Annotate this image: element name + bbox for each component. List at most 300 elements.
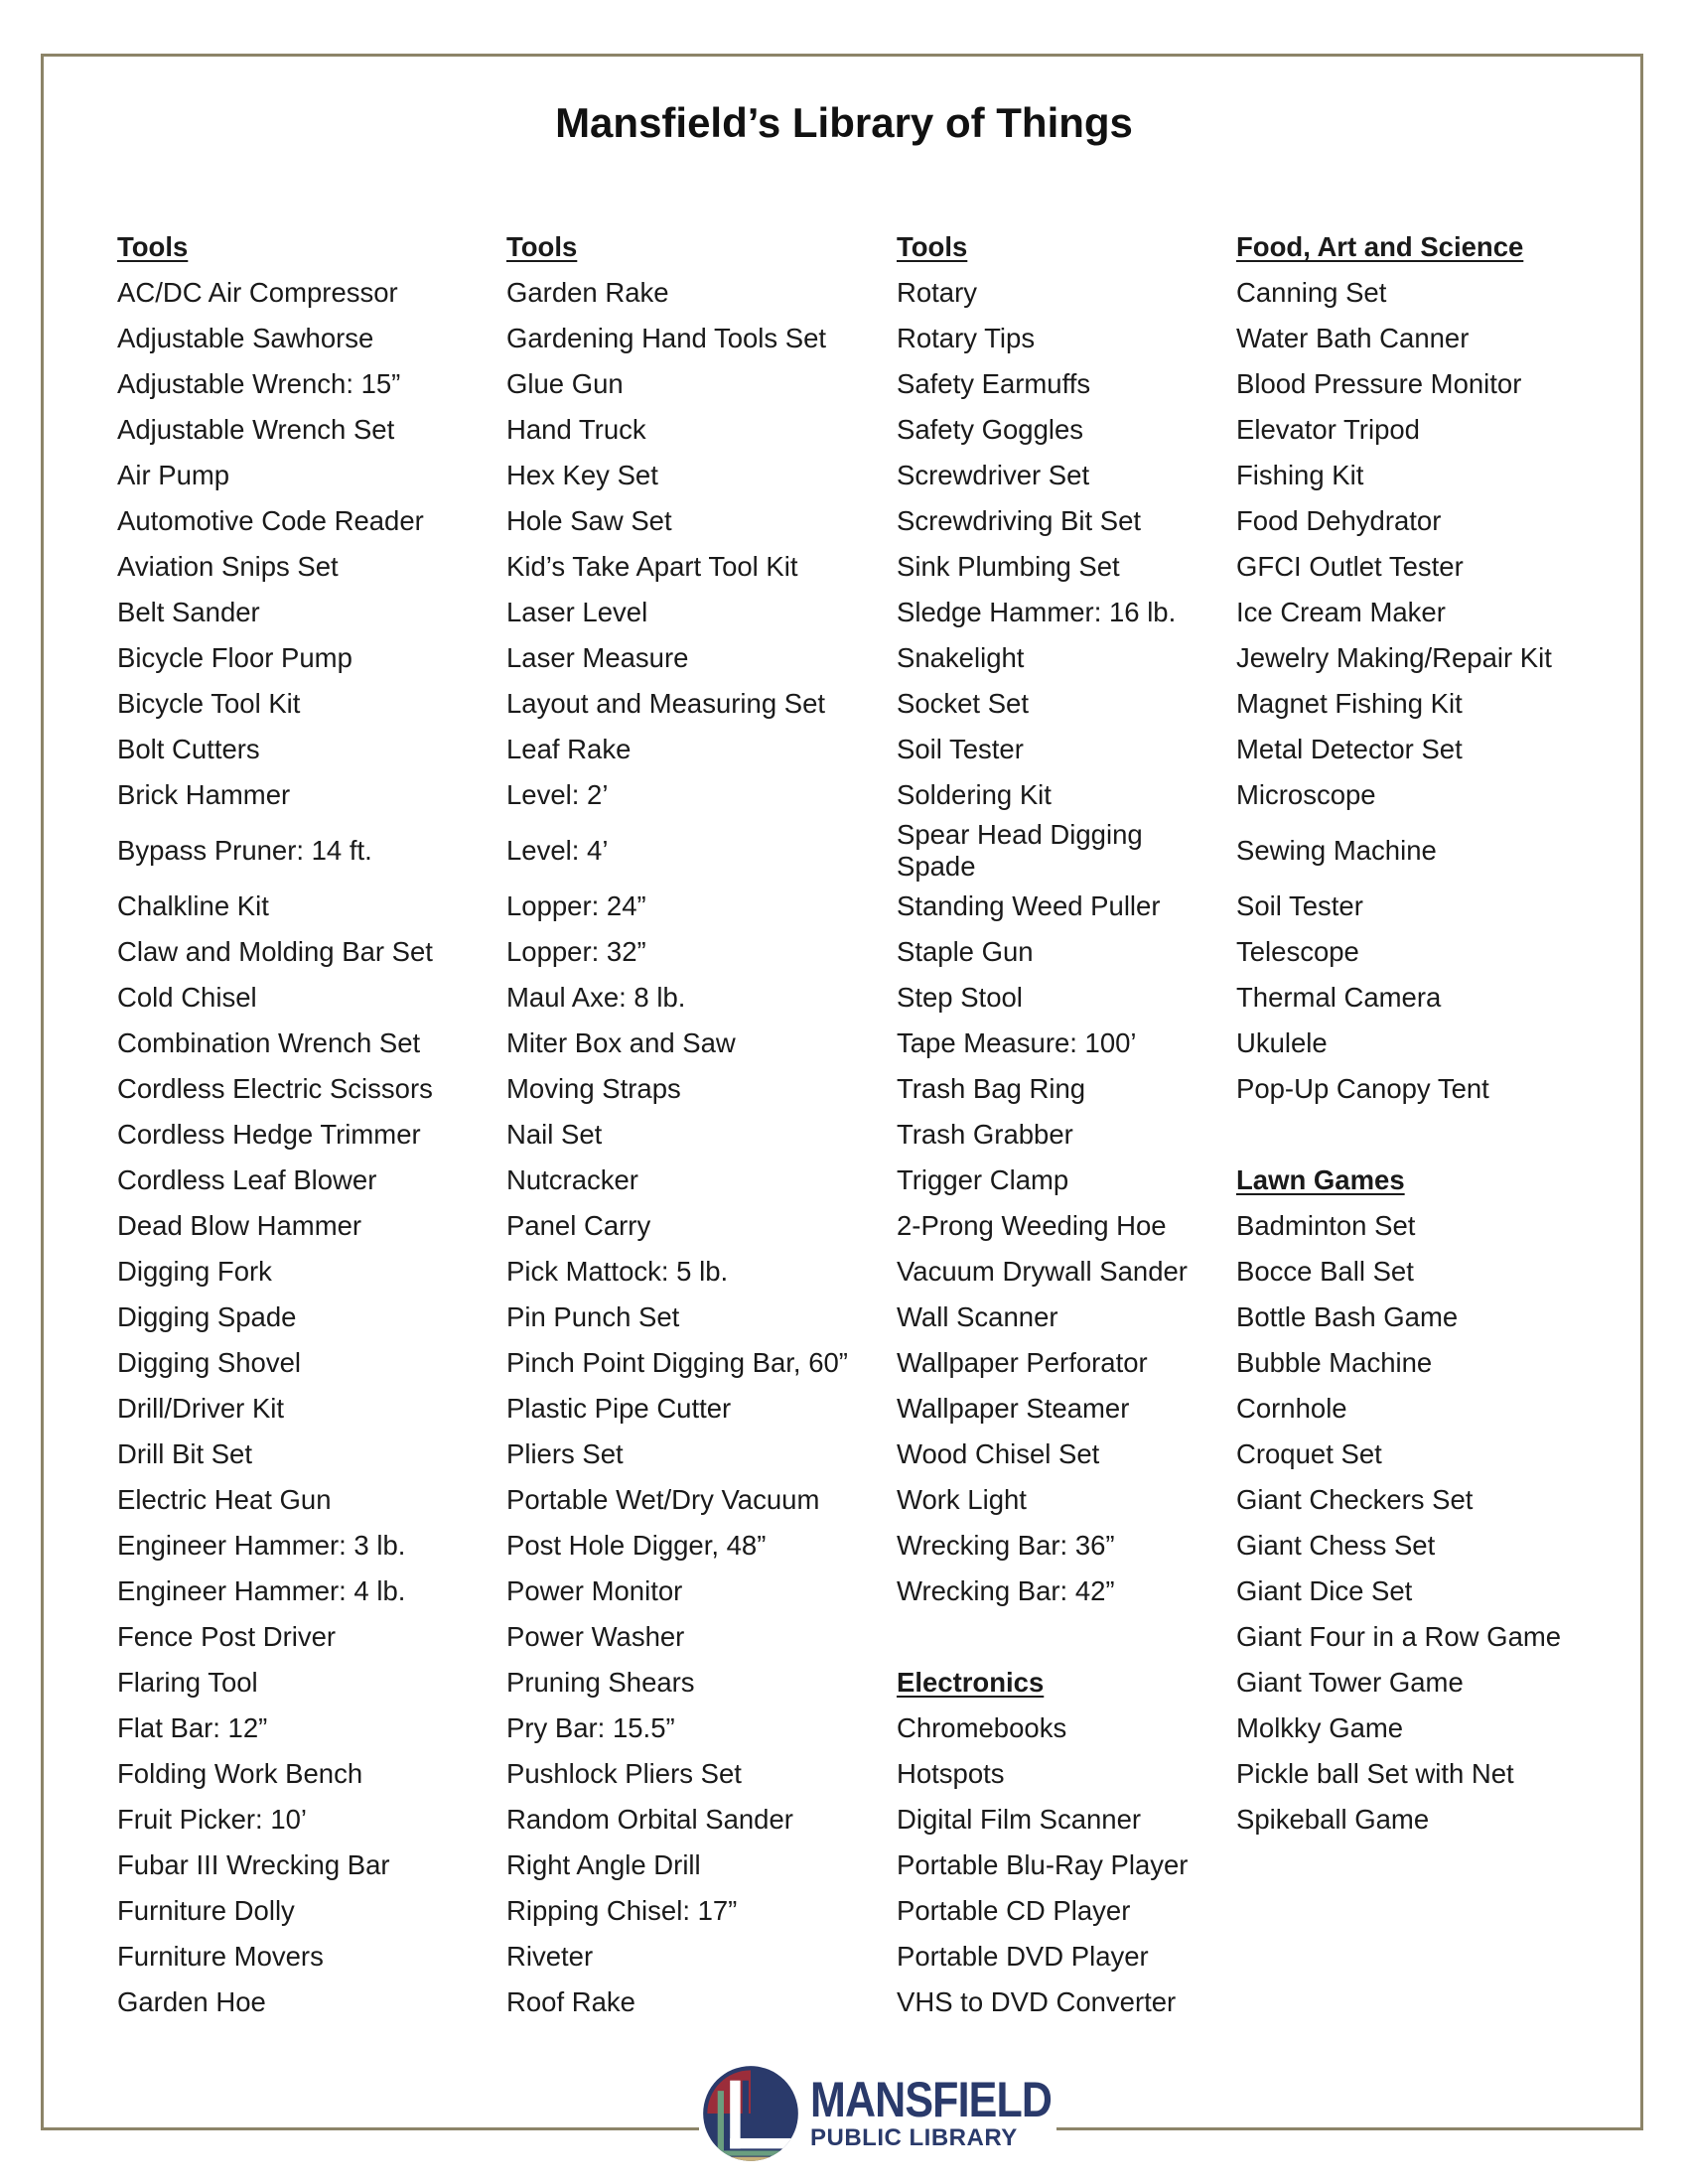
list-item (897, 316, 1204, 361)
list-item-label: Roof Rake (506, 1986, 635, 2017)
list-item-label: Pushlock Pliers Set (506, 1758, 742, 1789)
list-item-label: Bubble Machine (1236, 1347, 1433, 1378)
list-item-label: Riveter (506, 1941, 594, 1972)
section-heading: Electronics (897, 1667, 1045, 1698)
list-item (506, 1888, 848, 1934)
list-item (117, 1158, 433, 1203)
list-item (897, 1751, 1204, 1797)
list-item-label: Pop-Up Canopy Tent (1236, 1073, 1489, 1104)
list-item (1236, 498, 1561, 544)
list-item-label: Digging Spade (117, 1301, 297, 1332)
list-item (117, 1706, 433, 1751)
list-item-label: Giant Dice Set (1236, 1575, 1413, 1606)
list-item-label: Bicycle Tool Kit (117, 688, 301, 719)
list-item (506, 453, 848, 498)
list-item (897, 1979, 1204, 2025)
list-item-label: Laser Measure (506, 642, 689, 673)
list-item (1236, 1249, 1561, 1295)
list-item (506, 975, 848, 1021)
list-item (506, 1066, 848, 1112)
list-item (506, 498, 848, 544)
list-item (506, 1660, 848, 1706)
list-item (506, 727, 848, 772)
list-item (897, 1021, 1204, 1066)
list-item (117, 1979, 433, 2025)
list-item (1236, 1614, 1561, 1660)
list-item (506, 818, 848, 884)
list-item-label: Cordless Hedge Trimmer (117, 1119, 421, 1150)
list-item (117, 407, 433, 453)
page-title: Mansfield’s Library of Things (555, 99, 1133, 146)
list-item (1236, 1523, 1561, 1569)
list-item (506, 544, 848, 590)
list-item-label: Pliers Set (506, 1438, 624, 1469)
list-item (1236, 1340, 1561, 1386)
list-item-label: Blood Pressure Monitor (1236, 368, 1522, 399)
list-item (1236, 1751, 1561, 1797)
list-item-label: Power Monitor (506, 1575, 683, 1606)
list-item (117, 1477, 433, 1523)
list-item (1236, 929, 1561, 975)
list-item-label: Cold Chisel (117, 982, 257, 1013)
list-item (506, 1751, 848, 1797)
list-item (897, 1888, 1204, 1934)
list-item-label: Right Angle Drill (506, 1849, 701, 1880)
list-item (506, 1979, 848, 2025)
list-item (897, 1203, 1204, 1249)
list-item (117, 1888, 433, 1934)
list-item (1236, 727, 1561, 772)
list-item-label: Bicycle Floor Pump (117, 642, 352, 673)
list-item (506, 635, 848, 681)
list-item-label: Giant Checkers Set (1236, 1484, 1474, 1515)
list-item (1236, 818, 1561, 884)
list-item (117, 1340, 433, 1386)
list-item (117, 1751, 433, 1797)
list-item (897, 1477, 1204, 1523)
list-item-label: Pick Mattock: 5 lb. (506, 1256, 729, 1287)
list-item (117, 727, 433, 772)
list-item-label: VHS to DVD Converter (897, 1986, 1177, 2017)
list-item-label: Screwdriver Set (897, 460, 1090, 490)
list-item-label: Portable Blu-Ray Player (897, 1849, 1189, 1880)
list-item-label: Ice Cream Maker (1236, 597, 1446, 627)
list-item-label: Spear Head Digging Spade (897, 819, 1143, 882)
list-item (1236, 1797, 1561, 1843)
list-item (117, 1112, 433, 1158)
list-item (117, 544, 433, 590)
list-item-label: Bocce Ball Set (1236, 1256, 1414, 1287)
list-item (117, 681, 433, 727)
list-item (897, 361, 1204, 407)
library-logo-icon (699, 2062, 802, 2165)
list-item-label: Metal Detector Set (1236, 734, 1463, 764)
list-item-label: Glue Gun (506, 368, 624, 399)
list-item-label: Air Pump (117, 460, 230, 490)
list-item (897, 929, 1204, 975)
list-item (506, 1340, 848, 1386)
list-item (117, 818, 433, 884)
list-item-label: Vacuum Drywall Sander (897, 1256, 1188, 1287)
list-item (1236, 1203, 1561, 1249)
list-item-label: Staple Gun (897, 936, 1034, 967)
list-item-label: Bypass Pruner: 14 ft. (117, 835, 372, 866)
list-item-label: Trigger Clamp (897, 1164, 1069, 1195)
list-item (897, 544, 1204, 590)
list-item-label: Folding Work Bench (117, 1758, 363, 1789)
list-item-label: Moving Straps (506, 1073, 681, 1104)
list-item (117, 884, 433, 929)
list-item (897, 1432, 1204, 1477)
list-item-label: Trash Grabber (897, 1119, 1073, 1150)
list-item-label: Layout and Measuring Set (506, 688, 826, 719)
item-list (1236, 270, 1561, 1112)
list-item-label: Jewelry Making/Repair Kit (1236, 642, 1552, 673)
list-item-label: AC/DC Air Compressor (117, 277, 398, 308)
list-item (117, 772, 433, 818)
list-item-label: Wallpaper Steamer (897, 1393, 1130, 1424)
list-item (897, 1249, 1204, 1295)
list-item (117, 361, 433, 407)
list-item (117, 590, 433, 635)
section-heading: Lawn Games (1236, 1164, 1405, 1195)
list-item-label: Sledge Hammer: 16 lb. (897, 597, 1177, 627)
list-item (897, 1934, 1204, 1979)
list-item (506, 1934, 848, 1979)
list-item (897, 727, 1204, 772)
list-item (897, 635, 1204, 681)
list-item-label: Thermal Camera (1236, 982, 1442, 1013)
list-item (1236, 975, 1561, 1021)
list-item (1236, 544, 1561, 590)
list-item (506, 772, 848, 818)
list-item (1236, 772, 1561, 818)
list-item-label: Panel Carry (506, 1210, 651, 1241)
list-item (1236, 590, 1561, 635)
list-item-label: Spikeball Game (1236, 1804, 1430, 1835)
list-item-label: Digging Fork (117, 1256, 272, 1287)
list-item-label: Wood Chisel Set (897, 1438, 1100, 1469)
item-list (506, 270, 848, 2025)
list-item-label: Digital Film Scanner (897, 1804, 1142, 1835)
list-item-label: Leaf Rake (506, 734, 632, 764)
list-item (117, 1021, 433, 1066)
list-item (506, 1523, 848, 1569)
list-item (897, 590, 1204, 635)
list-item (117, 1569, 433, 1614)
list-item (1236, 1660, 1561, 1706)
list-item (117, 453, 433, 498)
list-item-label: Work Light (897, 1484, 1027, 1515)
list-item-label: Cordless Electric Scissors (117, 1073, 433, 1104)
list-item (117, 1843, 433, 1888)
logo-subtitle: PUBLIC LIBRARY (810, 2124, 1018, 2151)
list-item (117, 1523, 433, 1569)
list-item-label: Soil Tester (1236, 890, 1363, 921)
list-item (1236, 1295, 1561, 1340)
section-heading: Tools (897, 231, 968, 262)
list-item (506, 1477, 848, 1523)
list-item-label: Pry Bar: 15.5” (506, 1712, 675, 1743)
list-item (506, 1249, 848, 1295)
list-item (117, 1066, 433, 1112)
list-item-label: Wall Scanner (897, 1301, 1058, 1332)
list-item-label: Wrecking Bar: 36” (897, 1530, 1115, 1561)
list-item-label: Trash Bag Ring (897, 1073, 1086, 1104)
list-item (506, 884, 848, 929)
list-item (117, 1797, 433, 1843)
list-item (897, 681, 1204, 727)
list-item (1236, 1477, 1561, 1523)
list-item (506, 1797, 848, 1843)
list-item-label: Laser Level (506, 597, 648, 627)
list-item (117, 1295, 433, 1340)
list-item-label: Cornhole (1236, 1393, 1347, 1424)
list-item (897, 884, 1204, 929)
list-item (506, 590, 848, 635)
list-item-label: Water Bath Canner (1236, 323, 1470, 353)
list-item (117, 1614, 433, 1660)
list-item-label: Pickle ball Set with Net (1236, 1758, 1514, 1789)
list-item (506, 929, 848, 975)
list-item (1236, 1569, 1561, 1614)
list-item-label: Adjustable Sawhorse (117, 323, 374, 353)
list-item (117, 1386, 433, 1432)
list-item-label: Maul Axe: 8 lb. (506, 982, 686, 1013)
list-item-label: Furniture Dolly (117, 1895, 295, 1926)
list-item (506, 1843, 848, 1888)
list-item-label: Portable DVD Player (897, 1941, 1149, 1972)
list-item-label: Soil Tester (897, 734, 1024, 764)
list-item (117, 1934, 433, 1979)
list-item (506, 1112, 848, 1158)
list-item-label: Giant Four in a Row Game (1236, 1621, 1562, 1652)
list-item-label: Elevator Tripod (1236, 414, 1420, 445)
item-list (117, 270, 433, 2025)
list-item (117, 1660, 433, 1706)
list-item (1236, 407, 1561, 453)
list-item (117, 635, 433, 681)
list-item-label: Hex Key Set (506, 460, 658, 490)
list-item-label: Gardening Hand Tools Set (506, 323, 827, 353)
list-item-label: Safety Earmuffs (897, 368, 1091, 399)
list-item-label: Fubar III Wrecking Bar (117, 1849, 390, 1880)
list-item (1236, 1066, 1561, 1112)
list-item (117, 929, 433, 975)
list-item (1236, 316, 1561, 361)
list-item (117, 498, 433, 544)
list-item (117, 270, 433, 316)
list-item-label: Telescope (1236, 936, 1359, 967)
list-item-label: Chromebooks (897, 1712, 1067, 1743)
library-logo (699, 2059, 1056, 2168)
section-heading: Tools (117, 231, 189, 262)
list-item-label: Belt Sander (117, 597, 260, 627)
list-item-label: Nutcracker (506, 1164, 638, 1195)
list-item (506, 407, 848, 453)
list-item (897, 818, 1204, 884)
list-item-label: Standing Weed Puller (897, 890, 1161, 921)
list-item-label: Microscope (1236, 779, 1376, 810)
list-item-label: Badminton Set (1236, 1210, 1416, 1241)
list-item (897, 453, 1204, 498)
list-item-label: Fruit Picker: 10’ (117, 1804, 308, 1835)
list-item-label: Socket Set (897, 688, 1029, 719)
list-item-label: Snakelight (897, 642, 1025, 673)
list-item-label: Screwdriving Bit Set (897, 505, 1142, 536)
list-item (506, 1203, 848, 1249)
list-item (897, 1706, 1204, 1751)
list-item-label: Combination Wrench Set (117, 1027, 421, 1058)
list-item-label: Adjustable Wrench: 15” (117, 368, 401, 399)
list-item (897, 1797, 1204, 1843)
list-item-label: Tape Measure: 100’ (897, 1027, 1137, 1058)
list-item (506, 681, 848, 727)
list-item (897, 1066, 1204, 1112)
list-item-label: Chalkline Kit (117, 890, 269, 921)
list-item (897, 975, 1204, 1021)
list-item (506, 1614, 848, 1660)
list-item-label: Lopper: 24” (506, 890, 646, 921)
list-item-label: GFCI Outlet Tester (1236, 551, 1464, 582)
list-item-label: Drill Bit Set (117, 1438, 252, 1469)
list-item (1236, 270, 1561, 316)
list-item (1236, 635, 1561, 681)
list-item-label: Flat Bar: 12” (117, 1712, 268, 1743)
list-item-label: Garden Rake (506, 277, 669, 308)
list-item (897, 1386, 1204, 1432)
list-item-label: Sink Plumbing Set (897, 551, 1120, 582)
list-item-label: Sewing Machine (1236, 835, 1437, 866)
list-item-label: Adjustable Wrench Set (117, 414, 395, 445)
list-item (117, 1432, 433, 1477)
list-item (506, 1295, 848, 1340)
list-item-label: Engineer Hammer: 3 lb. (117, 1530, 406, 1561)
list-item-label: Wrecking Bar: 42” (897, 1575, 1115, 1606)
list-item-label: Hand Truck (506, 414, 646, 445)
list-item-label: Food Dehydrator (1236, 505, 1442, 536)
list-item (506, 1386, 848, 1432)
list-item-label: Nail Set (506, 1119, 603, 1150)
list-item (897, 1295, 1204, 1340)
list-item-label: Hole Saw Set (506, 505, 672, 536)
list-item (506, 1432, 848, 1477)
list-item (897, 1843, 1204, 1888)
list-item-label: Canning Set (1236, 277, 1387, 308)
list-item-label: Electric Heat Gun (117, 1484, 332, 1515)
list-item-label: Automotive Code Reader (117, 505, 424, 536)
item-list (1236, 1203, 1561, 1843)
list-item-label: Cordless Leaf Blower (117, 1164, 377, 1195)
list-item-label: Power Washer (506, 1621, 685, 1652)
list-item-label: Giant Tower Game (1236, 1667, 1464, 1698)
list-item-label: Ukulele (1236, 1027, 1328, 1058)
column-2 (506, 224, 848, 2025)
list-item-label: Bolt Cutters (117, 734, 260, 764)
list-item (1236, 1021, 1561, 1066)
list-item-label: Wallpaper Perforator (897, 1347, 1148, 1378)
list-item-label: Plastic Pipe Cutter (506, 1393, 732, 1424)
list-item (117, 316, 433, 361)
list-item-label: Furniture Movers (117, 1941, 324, 1972)
list-item (506, 1706, 848, 1751)
list-item (1236, 681, 1561, 727)
list-item-label: 2-Prong Weeding Hoe (897, 1210, 1167, 1241)
list-item (1236, 361, 1561, 407)
item-list (897, 270, 1204, 1614)
list-item-label: Post Hole Digger, 48” (506, 1530, 767, 1561)
list-item-label: Lopper: 32” (506, 936, 646, 967)
list-item-label: Level: 2’ (506, 779, 609, 810)
list-item-label: Soldering Kit (897, 779, 1052, 810)
list-item-label: Step Stool (897, 982, 1023, 1013)
column-1 (117, 224, 433, 2025)
list-item-label: Croquet Set (1236, 1438, 1382, 1469)
list-item (897, 1523, 1204, 1569)
section-heading: Tools (506, 231, 578, 262)
column-3 (897, 224, 1204, 2025)
section-heading: Food, Art and Science (1236, 231, 1524, 262)
list-item-label: Miter Box and Saw (506, 1027, 736, 1058)
list-item-label: Molkky Game (1236, 1712, 1404, 1743)
list-item-label: Portable CD Player (897, 1895, 1131, 1926)
list-item-label: Claw and Molding Bar Set (117, 936, 433, 967)
list-item (1236, 1386, 1561, 1432)
list-item (897, 407, 1204, 453)
list-item (506, 1569, 848, 1614)
list-item (506, 1021, 848, 1066)
list-item (897, 772, 1204, 818)
list-item-label: Fishing Kit (1236, 460, 1364, 490)
list-item-label: Hotspots (897, 1758, 1005, 1789)
logo-name: MANSFIELD (810, 2072, 1053, 2127)
list-item-label: Engineer Hammer: 4 lb. (117, 1575, 406, 1606)
list-item-label: Bottle Bash Game (1236, 1301, 1459, 1332)
list-item (1236, 1706, 1561, 1751)
list-item-label: Kid’s Take Apart Tool Kit (506, 551, 798, 582)
list-item (1236, 453, 1561, 498)
list-item (506, 316, 848, 361)
list-item (1236, 1432, 1561, 1477)
list-item-label: Random Orbital Sander (506, 1804, 793, 1835)
list-item-label: Rotary (897, 277, 977, 308)
list-item (117, 975, 433, 1021)
list-item (897, 1158, 1204, 1203)
list-item-label: Safety Goggles (897, 414, 1084, 445)
list-item-label: Level: 4’ (506, 835, 609, 866)
list-item (897, 1112, 1204, 1158)
list-item (117, 1203, 433, 1249)
list-item (897, 1569, 1204, 1614)
list-item (1236, 884, 1561, 929)
list-item-label: Dead Blow Hammer (117, 1210, 362, 1241)
list-item-label: Digging Shovel (117, 1347, 301, 1378)
list-item (897, 270, 1204, 316)
list-item (506, 270, 848, 316)
list-item (506, 1158, 848, 1203)
list-item-label: Rotary Tips (897, 323, 1036, 353)
list-item-label: Portable Wet/Dry Vacuum (506, 1484, 820, 1515)
list-item-label: Garden Hoe (117, 1986, 266, 2017)
list-item (506, 361, 848, 407)
list-item-label: Ripping Chisel: 17” (506, 1895, 738, 1926)
list-item-label: Giant Chess Set (1236, 1530, 1436, 1561)
list-item-label: Magnet Fishing Kit (1236, 688, 1463, 719)
list-item-label: Brick Hammer (117, 779, 291, 810)
list-item (117, 1249, 433, 1295)
list-item-label: Aviation Snips Set (117, 551, 339, 582)
list-item-label: Pruning Shears (506, 1667, 695, 1698)
